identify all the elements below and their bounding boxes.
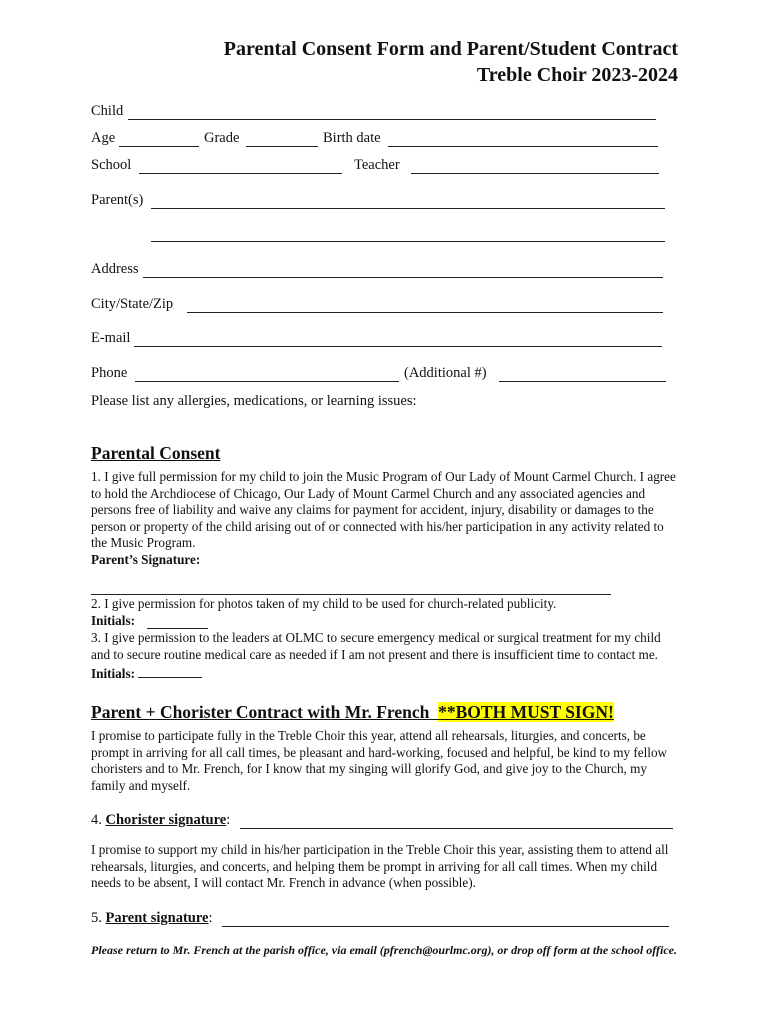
- chorister-sig-number: 4.: [91, 812, 102, 828]
- additional-phone-field[interactable]: [499, 381, 666, 382]
- grade-field[interactable]: [246, 146, 318, 147]
- email-field[interactable]: [134, 346, 662, 347]
- phone-field[interactable]: [135, 381, 399, 382]
- consent-item-3-text: 3. I give permission to the leaders at OLMC to secure emergency medical or surgical treatment for my child and to secure routine medical care as needed if I am not present and there is insufficient time to contact me.: [91, 630, 661, 662]
- age-label: Age: [91, 130, 116, 146]
- contract-heading-text: Parent + Chorister Contract with Mr. French: [91, 702, 430, 722]
- contract-heading: [91, 702, 614, 723]
- form-title: Parental Consent Form and Parent/Student Contract: [223, 38, 678, 60]
- initials-label-photos: Initials:: [91, 613, 135, 628]
- consent-item-3: [91, 630, 679, 683]
- chorister-signature-field[interactable]: [240, 828, 673, 829]
- form-subtitle: Treble Choir 2023-2024: [476, 64, 678, 86]
- age-field[interactable]: [119, 146, 199, 147]
- parent-signature-field[interactable]: [91, 594, 611, 595]
- school-field[interactable]: [139, 173, 342, 174]
- city-state-zip-field[interactable]: [187, 312, 663, 313]
- chorister-signature-row: [91, 812, 230, 829]
- consent-item-1: 1. I give full permission for my child to join the Music Program of Our Lady of Mount Carmel Church. I agree to hold the Archdiocese of Chicago, Our Lady of Mount Carmel Church and any associated agencies and persons free of liability and waive any claims for payment for accident, injury, disability or damages to the person or property of the child arising out of or connected with his/her participation in any activity related to the Music Program.: [91, 469, 676, 551]
- initials-field-photos[interactable]: [147, 628, 208, 629]
- phone-label: Phone: [91, 365, 128, 381]
- initials-label-medical: Initials:: [91, 666, 135, 682]
- school-label: School: [91, 157, 132, 173]
- parent-signature-row: [91, 910, 213, 927]
- city-state-zip-label: City/State/Zip: [91, 296, 174, 312]
- parents-label: Parent(s): [91, 192, 144, 208]
- parents-field-2[interactable]: [151, 241, 665, 242]
- parental-consent-heading: Parental Consent: [91, 443, 221, 463]
- both-must-sign-highlight: **BOTH MUST SIGN!: [438, 702, 614, 722]
- child-field[interactable]: [128, 119, 656, 120]
- teacher-field[interactable]: [411, 173, 659, 174]
- parent-signature-field-2[interactable]: [222, 926, 669, 927]
- initials-field-medical[interactable]: [138, 663, 202, 678]
- parents-field[interactable]: [151, 208, 665, 209]
- address-field[interactable]: [143, 277, 663, 278]
- grade-label: Grade: [204, 130, 240, 146]
- child-label: Child: [91, 103, 124, 119]
- parent-signature-label: Parent’s Signature:: [91, 552, 201, 567]
- birth-date-label: Birth date: [323, 130, 381, 146]
- birth-date-field[interactable]: [388, 146, 658, 147]
- allergies-prompt: Please list any allergies, medications, or learning issues:: [91, 393, 417, 409]
- chorister-promise: I promise to participate fully in the Treble Choir this year, attend all rehearsals, liturgies, and concerts, be prompt in arriving for all call times, be pleasant and hard-working, focused and helpful, be kind to my fellow choristers and to Mr. French, for I know that my singing will glorify God, and give joy to the Church, my family and myself.: [91, 728, 668, 793]
- email-label: E-mail: [91, 330, 131, 346]
- parent-sig-number: 5.: [91, 910, 102, 926]
- additional-phone-label: (Additional #): [404, 365, 487, 381]
- consent-item-2: 2. I give permission for photos taken of my child to be used for church-related publicity.: [91, 596, 557, 611]
- address-label: Address: [91, 261, 139, 277]
- chorister-signature-label: Chorister signature: [105, 812, 227, 828]
- parent-promise: I promise to support my child in his/her participation in the Treble Choir this year, assisting them to attend all rehearsals, liturgies, and concerts, and helping them be prompt in arriving for all call times. When my child needs to be absent, I will contact Mr. French in advance (when possible).: [91, 842, 669, 891]
- return-instructions: Please return to Mr. French at the parish office, via email (pfrench@ourlmc.org), or drop off form at the school office.: [91, 943, 677, 957]
- chorister-sig-colon: :: [226, 812, 231, 828]
- parent-sig-colon: :: [208, 910, 213, 926]
- parent-signature-label-2: Parent signature: [105, 910, 209, 926]
- allergies-field[interactable]: [91, 412, 666, 440]
- teacher-label: Teacher: [354, 157, 400, 173]
